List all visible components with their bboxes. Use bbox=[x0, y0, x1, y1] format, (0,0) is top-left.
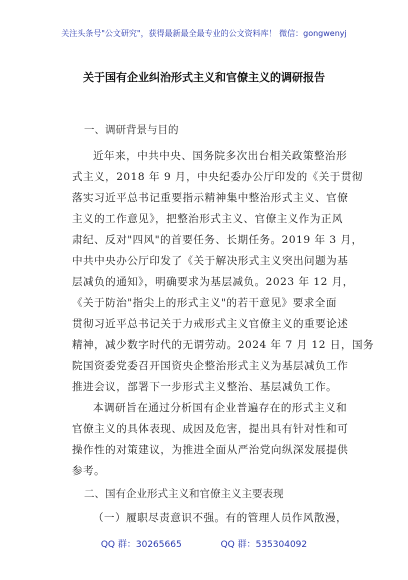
paragraph-line: 精神，减少数字时代的无谓劳动。2024 年 7 月 12 日，国务 bbox=[72, 339, 375, 351]
paragraph-line: 《关于防治"指尖上的形式主义"的若干意见》要求全面 bbox=[72, 297, 337, 309]
paragraph-line: 本调研旨在通过分析国有企业普遍存在的形式主义和 bbox=[93, 402, 348, 414]
paragraph-line: 层减负的通知》，明确要求为基层减负。2023 年 12 月， bbox=[72, 276, 354, 288]
section-heading-2: 二、国有企业形式主义和官僚主义主要表现 bbox=[84, 488, 284, 500]
paragraph-line: 中共中央办公厅印发了《关于解决形式主义突出问题为基 bbox=[72, 255, 349, 267]
document-title: 关于国有企业纠治形式主义和官僚主义的调研报告 bbox=[83, 71, 325, 84]
section-heading-1: 一、调研背景与目的 bbox=[84, 124, 179, 136]
paragraph-background bbox=[72, 146, 375, 398]
qq-group-1: QQ 群：30265665 bbox=[100, 540, 182, 550]
qq-group-2: QQ 群：535304092 bbox=[220, 540, 308, 550]
paragraph-line: 落实习近平总书记重要指示精神集中整治形式主义、官僚 bbox=[72, 192, 349, 204]
footer-qq-groups bbox=[0, 537, 408, 550]
paragraph-line: 贯彻习近平总书记关于力戒形式主义官僚主义的重要论述 bbox=[72, 318, 349, 330]
paragraph-line: 肃纪、反对"四风"的首要任务、长期任务。2019 年 3 月， bbox=[72, 234, 363, 246]
paragraph-line: 主义的工作意见》，把整治形式主义、官僚主义作为正风 bbox=[72, 213, 343, 225]
paragraph-line: 参考。 bbox=[72, 465, 106, 477]
paragraph-line: 推进会议，部署下一步形式主义整治、基层减负工作。 bbox=[72, 381, 338, 393]
paragraph-line: 式主义，2018 年 9 月，中央纪委办公厅印发的《关于贯彻 bbox=[72, 171, 363, 183]
document-body bbox=[72, 122, 375, 529]
paragraph-purpose bbox=[72, 398, 352, 482]
header-promo-note: 关注头条号"公文研究"，获得最新最全最专业的公文资料库！ 微信：gongwenyj bbox=[61, 29, 347, 38]
paragraph-line: 操作性的对策建议，为推进全面从严治党向纵深发展提供 bbox=[72, 444, 349, 456]
subsection-heading-line: （一）履职尽责意识不强。有的管理人员作风散漫， bbox=[93, 512, 348, 524]
paragraph-line: 官僚主义的具体表现、成因及危害，提出具有针对性和可 bbox=[72, 423, 349, 435]
paragraph-line: 近年来，中共中央、国务院多次出台相关政策整治形 bbox=[93, 150, 348, 162]
paragraph-line: 院国资委党委召开国资央企整治形式主义为基层减负工作 bbox=[72, 360, 349, 372]
